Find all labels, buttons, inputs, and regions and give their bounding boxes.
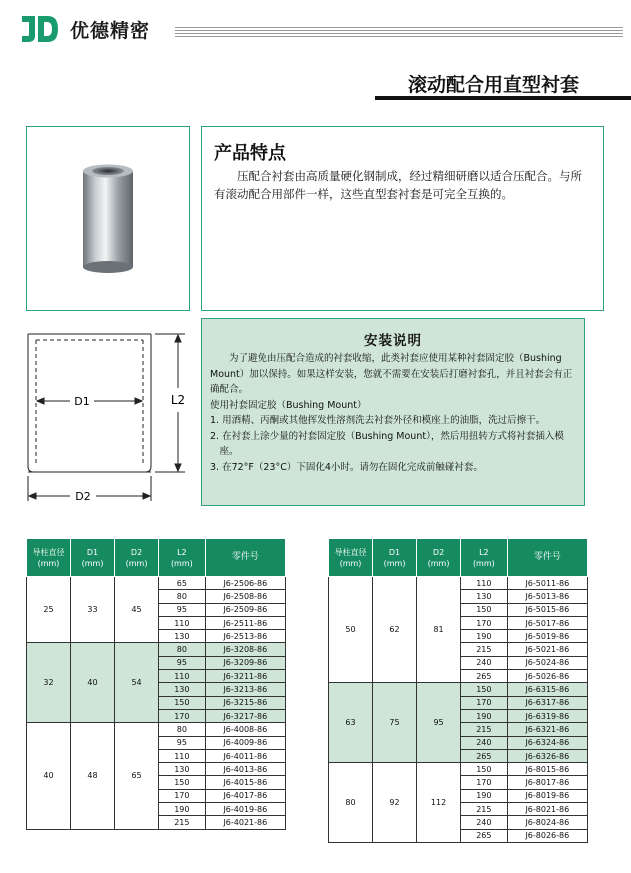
- cell-guide: 32: [27, 643, 71, 723]
- header-text: L2: [479, 547, 489, 557]
- header-text: (mm): [427, 558, 450, 568]
- cell-part: J6-5011-86: [507, 577, 587, 590]
- install-panel: [201, 318, 585, 506]
- cell-part: J6-4019-86: [205, 803, 285, 816]
- header-col5: [507, 539, 587, 577]
- install-body: [210, 351, 576, 475]
- cell-part: J6-5015-86: [507, 603, 587, 616]
- cell-part: J6-3209-86: [205, 656, 285, 669]
- header-text: (mm): [339, 558, 362, 568]
- cell-part: J6-8015-86: [507, 763, 587, 776]
- cell-guide: 50: [329, 577, 373, 683]
- features-body: 压配合衬套由高质量硬化钢制成，经过精细研磨以适合压配合。与所有滚动配合用部件一样，这些直型套衬套是可完全互换的。: [214, 169, 582, 201]
- header-text: 导柱直径: [32, 547, 65, 557]
- cell-part: J6-6315-86: [507, 683, 587, 696]
- cell-l2: 215: [461, 723, 508, 736]
- install-step: 1. 用酒精、丙酮或其他挥发性溶剂洗去衬套外径和模座上的油脂，洗过后擦干。: [210, 415, 546, 426]
- cell-l2: 130: [159, 763, 206, 776]
- cell-l2: 150: [159, 776, 206, 789]
- cell-l2: 265: [461, 829, 508, 842]
- cell-guide: 25: [27, 577, 71, 643]
- cell-l2: 110: [159, 616, 206, 629]
- cell-l2: 265: [461, 670, 508, 683]
- cell-guide: 80: [329, 763, 373, 843]
- table-row: [27, 723, 286, 736]
- cell-l2: 65: [159, 577, 206, 590]
- product-photo-frame: [26, 126, 190, 311]
- table-header-row: [329, 539, 588, 577]
- features-text: [214, 167, 584, 203]
- header-text: D1: [86, 547, 99, 557]
- cell-d2: 95: [417, 683, 461, 763]
- cell-l2: 150: [461, 683, 508, 696]
- cell-part: J6-2513-86: [205, 630, 285, 643]
- cell-l2: 170: [461, 776, 508, 789]
- header-text: (mm): [37, 558, 60, 568]
- cell-l2: 265: [461, 749, 508, 762]
- cell-d1: 33: [71, 577, 115, 643]
- cell-part: J6-8017-86: [507, 776, 587, 789]
- cell-part: J6-4021-86: [205, 816, 285, 829]
- company-name: 优德精密: [70, 20, 151, 42]
- cell-part: J6-5013-86: [507, 590, 587, 603]
- install-intro: 为了避免由压配合造成的衬套收缩，此类衬套应使用某种衬套固定胶（Bushing Mount）加以保持。如果这样安装，您就不需要在安装后打磨衬套孔，并且衬套会有正确配合。: [210, 353, 573, 395]
- cell-l2: 95: [159, 603, 206, 616]
- header-text: (mm): [170, 558, 193, 568]
- header-text: D2: [130, 547, 143, 557]
- cell-l2: 170: [461, 696, 508, 709]
- features-heading: 产品特点: [214, 143, 286, 164]
- cell-l2: 80: [159, 723, 206, 736]
- cell-part: J6-6321-86: [507, 723, 587, 736]
- cell-l2: 150: [159, 696, 206, 709]
- header-text: (mm): [383, 558, 406, 568]
- cell-guide: 40: [27, 723, 71, 829]
- table-row: [27, 643, 286, 656]
- cell-l2: 110: [159, 749, 206, 762]
- cell-part: J6-5017-86: [507, 616, 587, 629]
- header-col2: [71, 539, 115, 577]
- table-row: [329, 763, 588, 776]
- cell-d1: 75: [373, 683, 417, 763]
- cell-part: J6-6317-86: [507, 696, 587, 709]
- table-row: [27, 577, 286, 590]
- cell-l2: 130: [461, 590, 508, 603]
- d2-label: D2: [75, 490, 91, 503]
- cell-d2: 81: [417, 577, 461, 683]
- spec-table-right: [328, 538, 588, 843]
- cell-l2: 150: [461, 603, 508, 616]
- cell-part: J6-2509-86: [205, 603, 285, 616]
- header-col4: [159, 539, 206, 577]
- cell-part: J6-8019-86: [507, 789, 587, 802]
- cell-part: J6-5024-86: [507, 656, 587, 669]
- cell-d2: 65: [115, 723, 159, 829]
- d1-label: D1: [74, 395, 90, 408]
- cell-l2: 110: [159, 670, 206, 683]
- cell-d2: 45: [115, 577, 159, 643]
- cell-part: J6-2508-86: [205, 590, 285, 603]
- install-subhead: 使用衬套固定胶（Bushing Mount）: [210, 399, 367, 411]
- bushing-photo: [27, 127, 189, 310]
- header-rule: [175, 27, 623, 37]
- cell-part: J6-3211-86: [205, 670, 285, 683]
- spec-table-left: [26, 538, 286, 830]
- header-text: (mm): [472, 558, 495, 568]
- header-text: D2: [432, 547, 445, 557]
- table-row: [329, 577, 588, 590]
- header-col1: [27, 539, 71, 577]
- header-col4: [461, 539, 508, 577]
- cell-l2: 80: [159, 590, 206, 603]
- cell-l2: 130: [159, 683, 206, 696]
- cell-part: J6-6319-86: [507, 709, 587, 722]
- cell-l2: 215: [461, 803, 508, 816]
- cell-l2: 95: [159, 736, 206, 749]
- cell-d1: 92: [373, 763, 417, 843]
- features-panel: [201, 126, 604, 311]
- header-col1: [329, 539, 373, 577]
- cell-part: J6-5019-86: [507, 630, 587, 643]
- cell-l2: 110: [461, 577, 508, 590]
- cell-part: J6-4017-86: [205, 789, 285, 802]
- cell-part: J6-4009-86: [205, 736, 285, 749]
- cell-l2: 170: [159, 709, 206, 722]
- install-heading: 安装说明: [364, 333, 422, 349]
- cell-d1: 48: [71, 723, 115, 829]
- cell-l2: 240: [461, 736, 508, 749]
- cell-part: J6-4013-86: [205, 763, 285, 776]
- cell-guide: 63: [329, 683, 373, 763]
- cell-part: J6-4015-86: [205, 776, 285, 789]
- title-underline: [375, 96, 631, 100]
- install-step: 3. 在72°F（23°C）下固化4小时。请勿在固化完成前触碰衬套。: [210, 461, 483, 473]
- cell-part: J6-5026-86: [507, 670, 587, 683]
- cell-part: J6-3208-86: [205, 643, 285, 656]
- cell-l2: 170: [159, 789, 206, 802]
- cell-d2: 54: [115, 643, 159, 723]
- install-step: 2. 在衬套上涂少量的衬套固定胶（Bushing Mount），然后用扭转方式将衬套插入模座。: [210, 430, 564, 457]
- company-logo: [20, 14, 60, 44]
- cell-l2: 215: [159, 816, 206, 829]
- cell-part: J6-8024-86: [507, 816, 587, 829]
- header-col3: [417, 539, 461, 577]
- table-header-row: [27, 539, 286, 577]
- cell-part: J6-6326-86: [507, 749, 587, 762]
- cell-d1: 40: [71, 643, 115, 723]
- header-col5: [205, 539, 285, 577]
- cell-part: J6-4011-86: [205, 749, 285, 762]
- cell-part: J6-2511-86: [205, 616, 285, 629]
- cell-l2: 95: [159, 656, 206, 669]
- cell-part: J6-3215-86: [205, 696, 285, 709]
- cell-l2: 130: [159, 630, 206, 643]
- cell-l2: 170: [461, 616, 508, 629]
- cell-l2: 150: [461, 763, 508, 776]
- header-text: (mm): [81, 558, 104, 568]
- dimension-drawing: [20, 326, 192, 506]
- l2-label: L2: [170, 393, 186, 407]
- cell-part: J6-8026-86: [507, 829, 587, 842]
- cell-l2: 215: [461, 643, 508, 656]
- header-col3: [115, 539, 159, 577]
- header-text: 零件号: [231, 552, 259, 562]
- cell-d1: 62: [373, 577, 417, 683]
- cell-l2: 80: [159, 643, 206, 656]
- cell-d2: 112: [417, 763, 461, 843]
- header-text: (mm): [125, 558, 148, 568]
- header-col2: [373, 539, 417, 577]
- cell-l2: 190: [461, 789, 508, 802]
- cell-part: J6-6324-86: [507, 736, 587, 749]
- header-text: D1: [388, 547, 401, 557]
- cell-part: J6-8021-86: [507, 803, 587, 816]
- cell-l2: 240: [461, 816, 508, 829]
- header-text: 零件号: [533, 552, 561, 562]
- cell-l2: 240: [461, 656, 508, 669]
- cell-part: J6-2506-86: [205, 577, 285, 590]
- header-text: L2: [177, 547, 187, 557]
- cell-part: J6-3217-86: [205, 709, 285, 722]
- cell-part: J6-4008-86: [205, 723, 285, 736]
- cell-l2: 190: [461, 630, 508, 643]
- header-text: 导柱直径: [334, 547, 367, 557]
- table-row: [329, 683, 588, 696]
- cell-l2: 190: [461, 709, 508, 722]
- cell-l2: 190: [159, 803, 206, 816]
- cell-part: J6-3213-86: [205, 683, 285, 696]
- cell-part: J6-5021-86: [507, 643, 587, 656]
- page-title: 滚动配合用直型衬套: [408, 74, 580, 96]
